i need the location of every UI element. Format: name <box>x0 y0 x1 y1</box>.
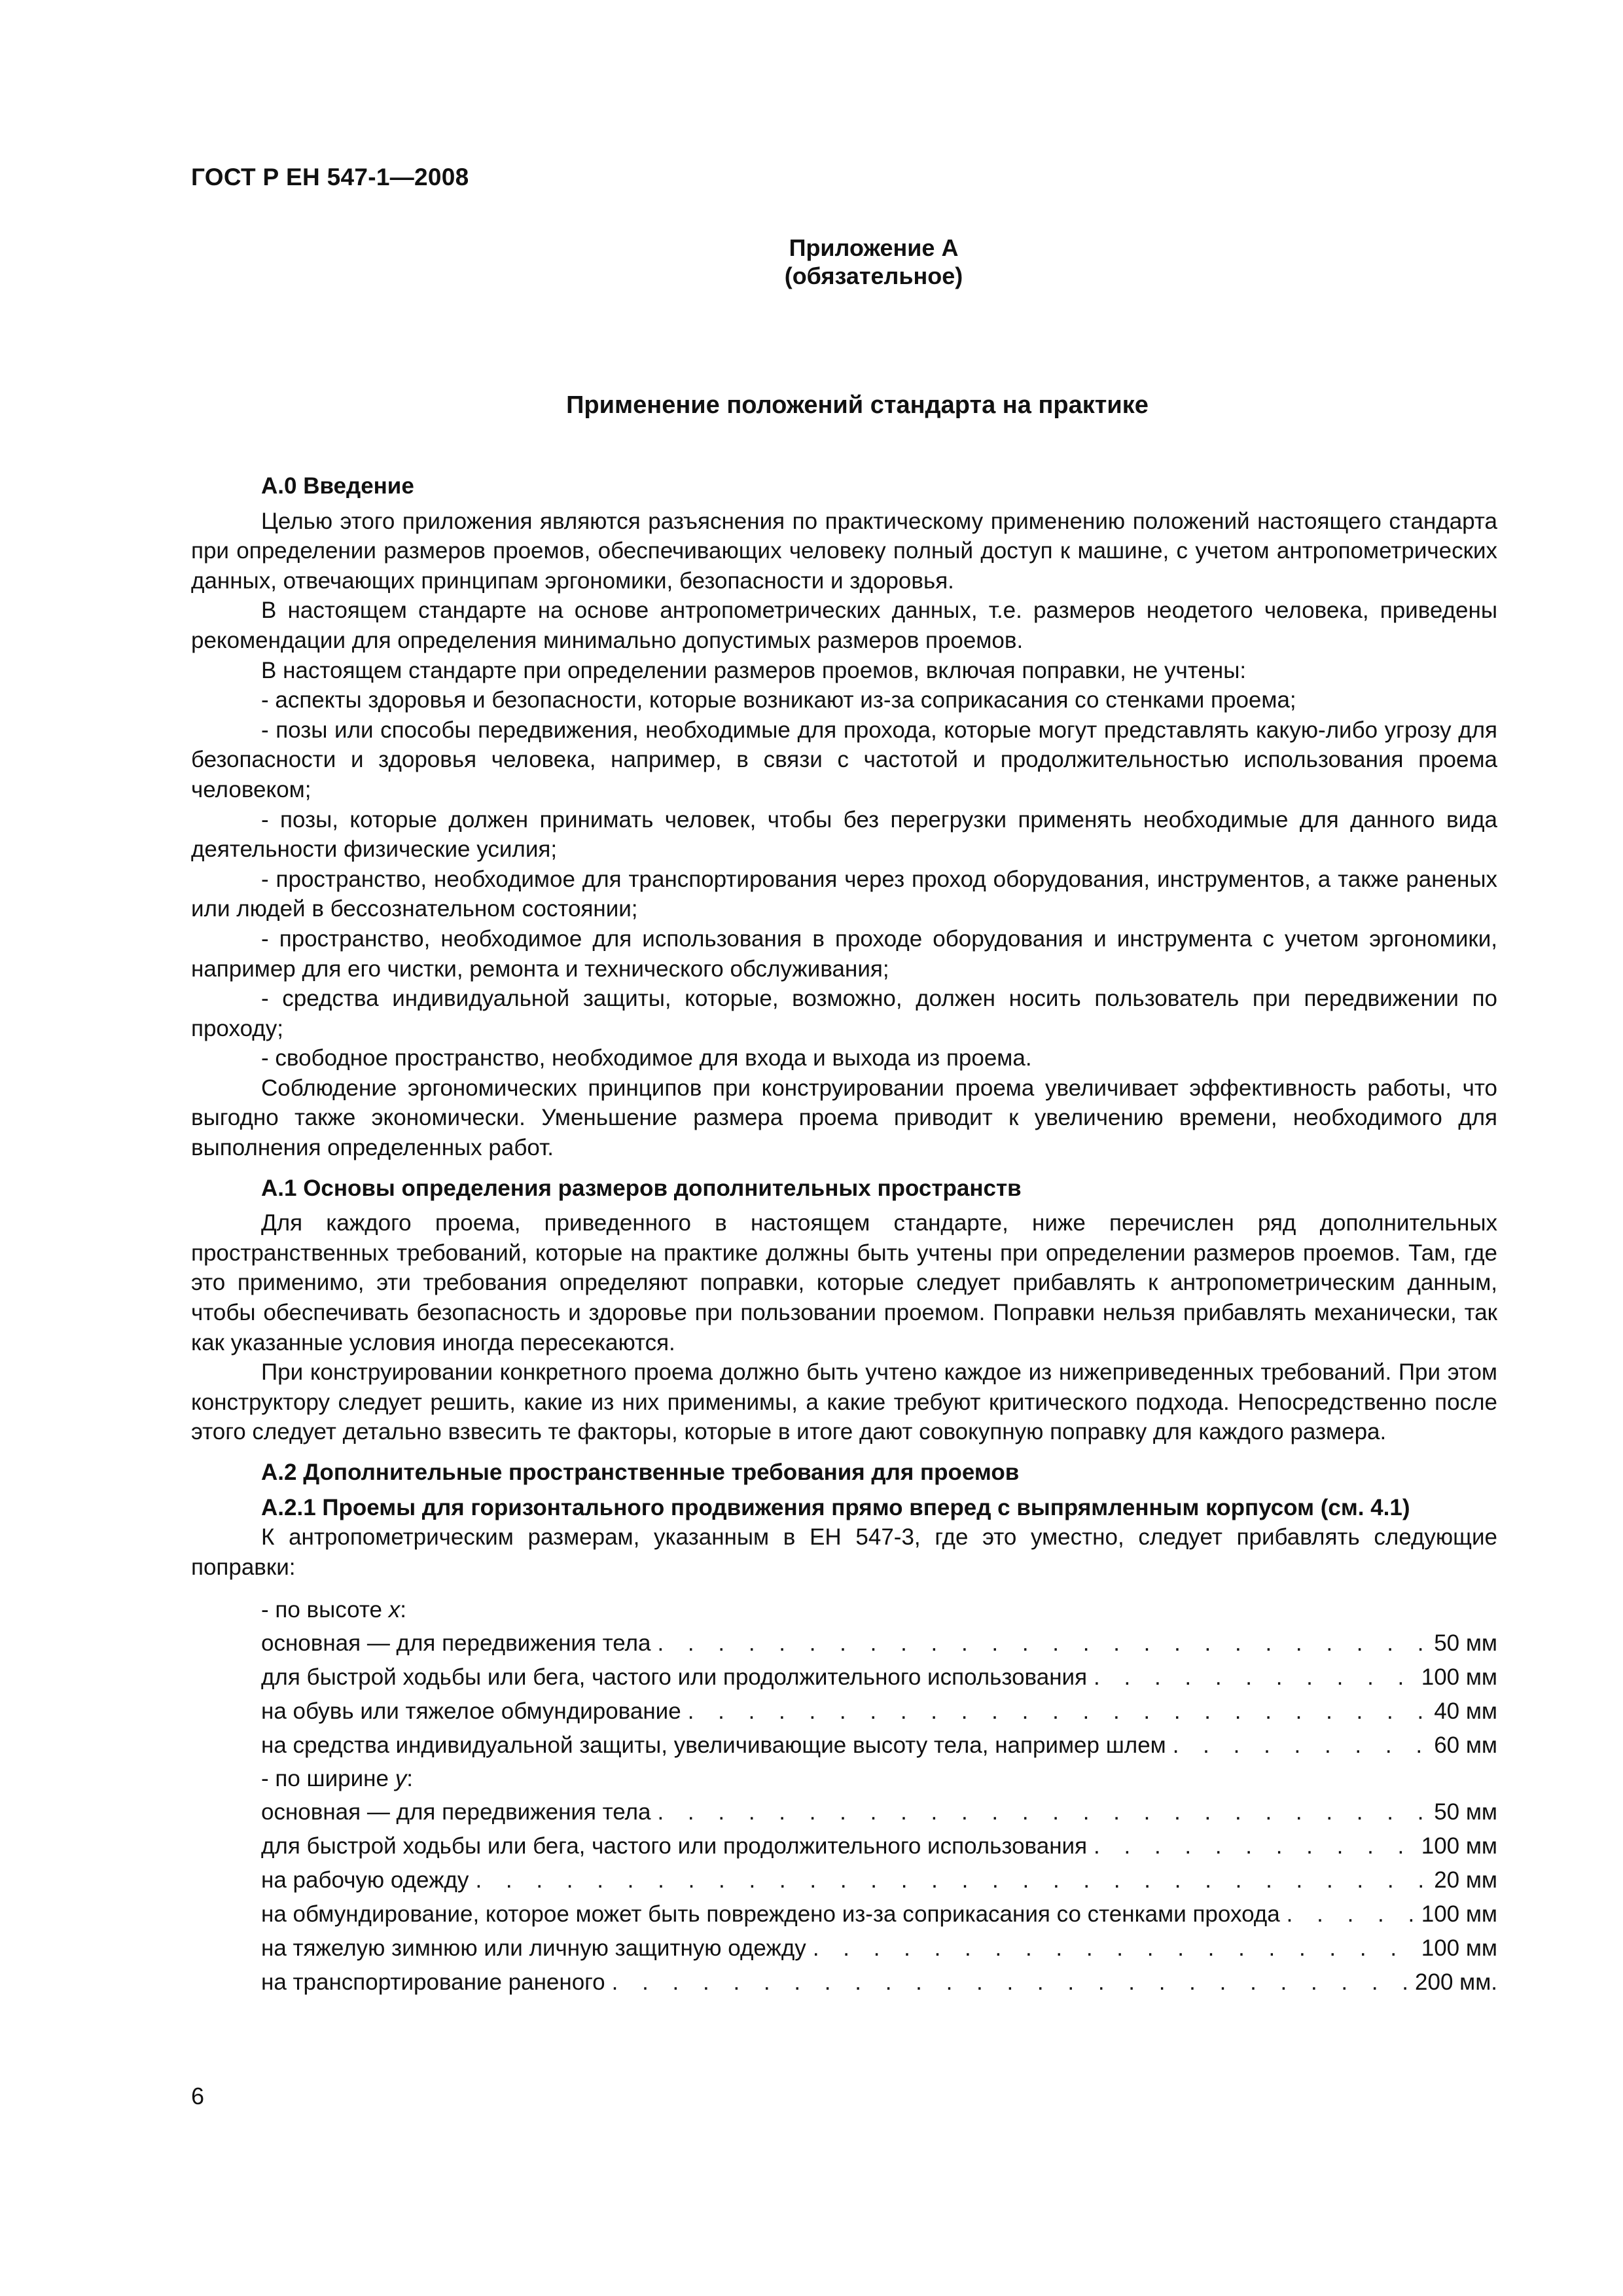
paragraph: Целью этого приложения являются разъяснения по практическому применению положений настоящего стандарта при определении размеров проемов, обеспечивающих человеку полный доступ к машине, с учетом антропометрических данных, отвечающих принципам эргономики, безопасности и здоровья. <box>191 508 1497 594</box>
allowance-label: основная — для передвижения тела <box>261 1630 651 1657</box>
allowance-label: на тяжелую зимнюю или личную защитную одежду <box>261 1935 806 1962</box>
allowance-value: 50 мм <box>1434 1630 1497 1657</box>
standard-header: ГОСТ Р ЕН 547-1—2008 <box>191 164 469 190</box>
leader-dots <box>1094 1660 1415 1695</box>
allowance-row <box>261 1863 1497 1897</box>
variable-y: y <box>395 1766 407 1792</box>
allowance-row <box>261 1829 1497 1863</box>
heading-colon: : <box>400 1597 406 1623</box>
allowance-label: для быстрой ходьбы или бега, частого или продолжительного использования <box>261 1833 1088 1859</box>
paragraph: При конструировании конкретного проема должно быть учтено каждое из нижеприведенных требований. При этом конструктору следует решить, какие из них применимы, а какие требуют критического подхода. Непосредственно после этого следует детально взвесить те факторы, которые в итоге дают совокупную поправку для каждого размера. <box>191 1359 1497 1445</box>
leader-dots <box>475 1863 1427 1897</box>
leader-dots <box>813 1931 1415 1965</box>
allowance-value: 40 мм <box>1434 1698 1497 1725</box>
leader-dots <box>657 1626 1427 1660</box>
subsection-heading-a2-1: А.2.1 Проемы для горизонтального продвижения прямо вперед с выпрямленным корпусом (см. 4.1) <box>261 1494 1410 1520</box>
leader-dots <box>688 1695 1428 1729</box>
allowance-label: для быстрой ходьбы или бега, частого или продолжительного использования <box>261 1664 1088 1691</box>
section-heading-a2: А.2 Дополнительные пространственные требования для проемов <box>261 1460 1020 1485</box>
allowance-row <box>261 1660 1497 1695</box>
heading-text: - по высоте <box>261 1597 389 1623</box>
paragraph: К антропометрическим размерам, указанным в ЕН 547-3, где это уместно, следует прибавлять следующие поправки: <box>191 1524 1497 1580</box>
allowance-value: 100 мм <box>1421 1901 1497 1928</box>
leader-dots <box>1173 1729 1427 1763</box>
allowance-value: 60 мм <box>1434 1732 1497 1759</box>
allowance-value: 100 мм <box>1421 1664 1497 1691</box>
allowance-row <box>261 1729 1497 1763</box>
allowance-label: на рабочую одежду <box>261 1867 469 1893</box>
section-heading-a1: А.1 Основы определения размеров дополнительных пространств <box>261 1175 1022 1201</box>
paragraph: В настоящем стандарте при определении размеров проемов, включая поправки, не учтены: <box>261 657 1247 683</box>
leader-dots <box>1094 1829 1415 1863</box>
allowance-label: основная — для передвижения тела <box>261 1799 651 1825</box>
height-allowances-heading <box>261 1594 1497 1626</box>
paragraph: В настоящем стандарте на основе антропометрических данных, т.е. размеров неодетого человека, приведены рекомендации для определения минимально допустимых размеров проемов. <box>191 598 1497 653</box>
allowance-label: на обмундирование, которое может быть повреждено из-за соприкасания со стенками прохода <box>261 1901 1280 1928</box>
leader-dots <box>657 1795 1427 1829</box>
list-item: - пространство, необходимое для транспортирования через проход оборудования, инструментов, а также раненых или людей в бессознательном состоянии; <box>191 866 1497 922</box>
page-number: 6 <box>191 2083 205 2109</box>
paragraph: Для каждого проема, приведенного в настоящем стандарте, ниже перечислен ряд дополнительных пространственных требований, которые на практике должны быть учтены при определении размеров проемов. Там, где это применимо, эти требования определяют поправки, которые следует прибавлять к антропометрическим данным, чтобы обеспечивать безопасность и здоровье при пользовании проемом. Поправки нельзя прибавлять механически, так как указанные условия иногда пересекаются. <box>191 1210 1497 1355</box>
appendix-status: (обязательное) <box>784 262 963 289</box>
width-allowances-heading <box>261 1763 1497 1795</box>
section-heading-a0: А.0 Введение <box>261 473 414 499</box>
heading-text: - по ширине <box>261 1766 395 1792</box>
heading-colon: : <box>406 1766 413 1792</box>
list-item: - позы или способы передвижения, необходимые для прохода, которые могут представлять какую-либо угрозу для безопасности и здоровья человека, например, в связи с частотой и продолжительностью использования проема человеком; <box>191 717 1497 802</box>
allowance-row <box>261 1626 1497 1660</box>
leader-dots <box>1287 1897 1415 1931</box>
allowance-label: на транспортирование раненого <box>261 1969 605 1996</box>
list-item: - средства индивидуальной защиты, которые, возможно, должен носить пользователь при передвижении по проходу; <box>191 986 1497 1041</box>
appendix-title: Применение положений стандарта на практике <box>566 391 1149 419</box>
leader-dots <box>612 1965 1408 2000</box>
variable-x: x <box>388 1597 401 1623</box>
allowance-label: на средства индивидуальной защиты, увеличивающие высоту тела, например шлем <box>261 1732 1166 1759</box>
allowance-value: 200 мм. <box>1415 1969 1497 1996</box>
list-item: - свободное пространство, необходимое для входа и выхода из проема. <box>261 1045 1032 1071</box>
allowance-value: 100 мм <box>1421 1935 1497 1962</box>
allowance-label: на обувь или тяжелое обмундирование <box>261 1698 681 1725</box>
allowance-value: 50 мм <box>1434 1799 1497 1825</box>
allowances-list <box>261 1594 1497 2000</box>
list-item: - аспекты здоровья и безопасности, которые возникают из-за соприкасания со стенками проема; <box>261 687 1296 713</box>
list-item: - пространство, необходимое для использования в проходе оборудования и инструмента с учетом эргономики, например для его чистки, ремонта и технического обслуживания; <box>191 925 1497 982</box>
list-item: - позы, которые должен принимать человек, чтобы без перегрузки применять необходимые для данного вида деятельности физические усилия; <box>191 806 1497 863</box>
paragraph: Соблюдение эргономических принципов при конструировании проема увеличивает эффективность работы, что выгодно также экономически. Уменьшение размера проема приводит к увеличению времени, необходимого для выполнения определенных работ. <box>191 1075 1497 1161</box>
not-considered-list <box>191 685 1497 1073</box>
allowance-row <box>261 1897 1497 1931</box>
allowance-value: 20 мм <box>1434 1867 1497 1893</box>
appendix-label: Приложение А <box>789 234 959 261</box>
allowance-row <box>261 1965 1497 2000</box>
allowance-value: 100 мм <box>1421 1833 1497 1859</box>
allowance-row <box>261 1695 1497 1729</box>
body-content <box>191 471 1497 2000</box>
allowance-row <box>261 1795 1497 1829</box>
allowance-row <box>261 1931 1497 1965</box>
